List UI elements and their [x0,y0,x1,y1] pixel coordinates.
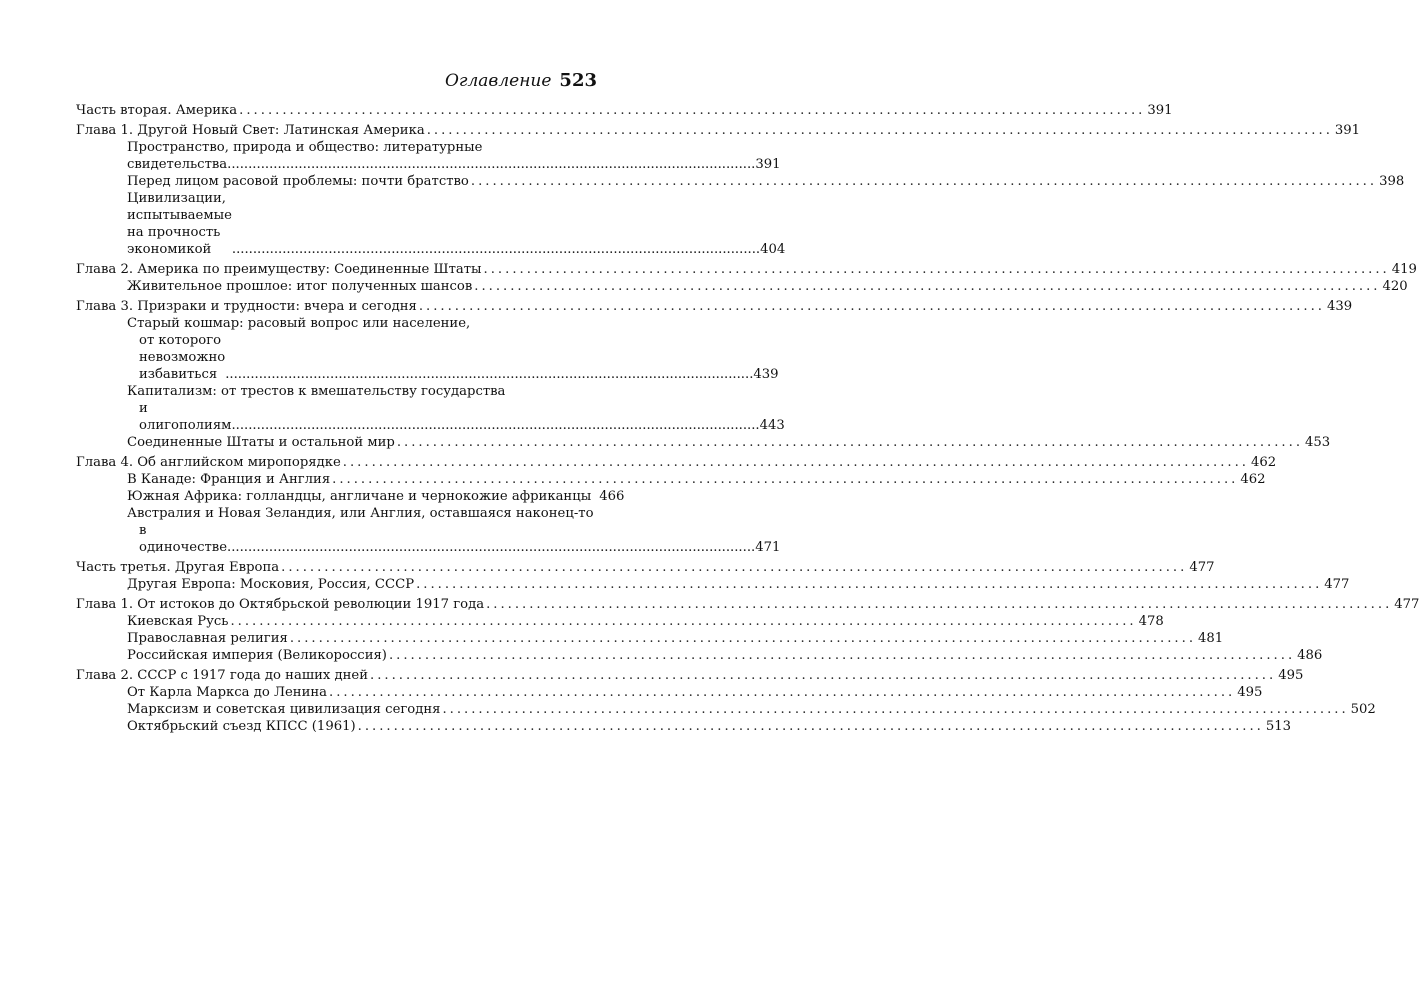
toc-entry [76,173,1405,190]
toc-entry-title: Православная религия [127,631,288,646]
toc-entry [76,488,625,505]
toc-entry-page: 477 [1394,597,1419,612]
toc-entry-title-line: испытываемые на прочность экономикой [127,208,232,257]
toc-entry-page: 481 [1198,631,1224,646]
toc-entry-page: 495 [1278,668,1304,683]
leader-dots: .............................................................................................................................. [416,577,1323,592]
toc-entry-page: 404 [760,242,786,257]
toc-entry-title: В Канаде: Франция и Англия [127,472,331,487]
toc-entry-title: Живительное прошлое: итог полученных шансов [127,279,473,294]
toc-entry-title: Российская империя (Великороссия) [127,648,387,663]
page-number: 523 [559,70,597,91]
toc-entry-page: 486 [1297,648,1323,663]
toc-entry-title-line: свидетельства [127,157,228,172]
leader-dots: .............................................................................................................................. [442,702,1349,717]
toc-entry [76,102,1173,119]
leader-dots: .............................................................................................................................. [225,367,754,382]
toc-entry-title-line: от которого невозможно избавиться [139,333,226,382]
leader-dots: .............................................................................................................................. [470,174,1378,189]
toc-entry-page: 391 [755,157,781,172]
leader-dots: .............................................................................................................................. [396,435,1304,450]
toc-entry [76,434,1331,451]
toc-entry-title: Глава 4. Об английском миропорядке [76,455,341,470]
running-header [445,70,597,91]
toc-entry-title: Часть третья. Другая Европа [76,560,280,575]
leader-dots: .............................................................................................................................. [231,418,760,433]
toc-entry [76,576,1350,593]
toc-entry-title: Другая Европа: Московия, Россия, СССР [127,577,415,592]
leader-dots: .............................................................................................................................. [426,123,1333,138]
toc-entry-page: 471 [755,540,781,555]
toc-entry-title-line: в одиночестве [139,523,228,555]
toc-entry-page: 513 [1265,719,1292,734]
toc-entry-title: Глава 1. Другой Новый Свет: Латинская Америка [76,123,425,138]
toc-entry [76,315,779,383]
toc-entry-title: От Карла Маркса до Ленина [127,685,328,700]
toc-entry-title: Глава 2. СССР с 1917 года до наших дней [76,668,368,683]
toc-entry [76,630,1224,647]
toc-entry-title: Киевская Русь [127,614,229,629]
toc-entry-page: 439 [1327,299,1353,314]
toc-entry-page: 419 [1391,262,1417,277]
toc-entry [76,647,1323,664]
toc-entry-page: 391 [1334,123,1361,138]
toc-entry [76,596,1419,613]
toc-entry-title: Марксизм и советская цивилизация сегодня [127,702,441,717]
toc-entry-page: 398 [1379,174,1405,189]
leader-dots: .............................................................................................................................. [281,560,1188,575]
leader-dots: .............................................................................................................................. [474,279,1381,294]
toc-entry-page: 443 [759,418,785,433]
leader-dots: .............................................................................................................................. [486,597,1393,612]
toc-entry [76,139,781,173]
toc-entry-page: 439 [753,367,779,382]
leader-dots: .............................................................................................................................. [332,472,1239,487]
leader-dots: .............................................................................................................................. [239,103,1146,118]
leader-dots: .............................................................................................................................. [483,262,1390,277]
leader-dots: .............................................................................................................................. [227,157,756,172]
leader-dots: .............................................................................................................................. [289,631,1197,646]
toc-entry-title: Глава 2. Америка по преимуществу: Соединенные Штаты [76,262,482,277]
toc-entry [76,383,785,434]
toc-entry-title: Глава 1. От истоков до Октябрьской революции 1917 года [76,597,485,612]
toc-entry [76,701,1376,718]
leader-dots: .............................................................................................................................. [329,685,1236,700]
toc-entry-page: 495 [1237,685,1263,700]
toc-entry-title-line: и олигополиям [139,401,232,433]
toc-entry-page: 420 [1382,279,1408,294]
toc-entry-page: 502 [1350,702,1376,717]
toc-entry-title-line: Цивилизации, [127,191,226,206]
toc-entry-page: 453 [1305,435,1331,450]
table-of-contents [76,102,1419,735]
toc-entry-title-line: Австралия и Новая Зеландия, или Англия, оставшаяся наконец-то [127,506,594,521]
toc-entry-page: 477 [1189,560,1215,575]
leader-dots: .............................................................................................................................. [230,614,1137,629]
leader-dots: .............................................................................................................................. [370,668,1277,683]
toc-entry-title: Южная Африка: голландцы, англичане и чернокожие африканцы [127,489,592,504]
leader-dots: .............................................................................................................................. [227,540,756,555]
toc-entry [76,454,1277,471]
toc-entry-title: Октябрьский съезд КПСС (1961) [127,719,356,734]
leader-dots: .............................................................................................................................. [231,242,761,257]
toc-entry [76,471,1266,488]
toc-entry [76,559,1215,576]
leader-dots: .............................................................................................................................. [342,455,1249,470]
toc-entry-title: Перед лицом расовой проблемы: почти братство [127,174,469,189]
toc-entry [76,298,1353,315]
toc-entry-title-line: Старый кошмар: расовый вопрос или население, [127,316,471,331]
toc-entry-page: 466 [599,489,625,504]
leader-dots: .............................................................................................................................. [388,648,1296,663]
toc-entry-page: 477 [1324,577,1350,592]
toc-entry [76,613,1164,630]
toc-entry [76,190,786,258]
toc-entry-title: Часть вторая. Америка [76,103,238,118]
toc-entry-page: 478 [1138,614,1164,629]
toc-entry [76,261,1417,278]
toc-entry [76,684,1263,701]
toc-entry [76,718,1292,735]
toc-entry-title-line: Пространство, природа и общество: литературные [127,140,483,155]
toc-entry-title-line: Капитализм: от трестов к вмешательству государства [127,384,506,399]
toc-entry-page: 462 [1240,472,1266,487]
toc-entry-page: 462 [1250,455,1277,470]
leader-dots: .............................................................................................................................. [418,299,1325,314]
toc-entry-page: 391 [1147,103,1173,118]
header-title: Оглавление [444,71,552,91]
toc-entry [76,278,1408,295]
toc-entry [76,505,781,556]
toc-entry-title: Глава 3. Призраки и трудности: вчера и сегодня [76,299,417,314]
toc-entry [76,667,1304,684]
toc-entry [76,122,1361,139]
leader-dots: .............................................................................................................................. [357,719,1264,734]
toc-entry-title: Соединенные Штаты и остальной мир [127,435,395,450]
